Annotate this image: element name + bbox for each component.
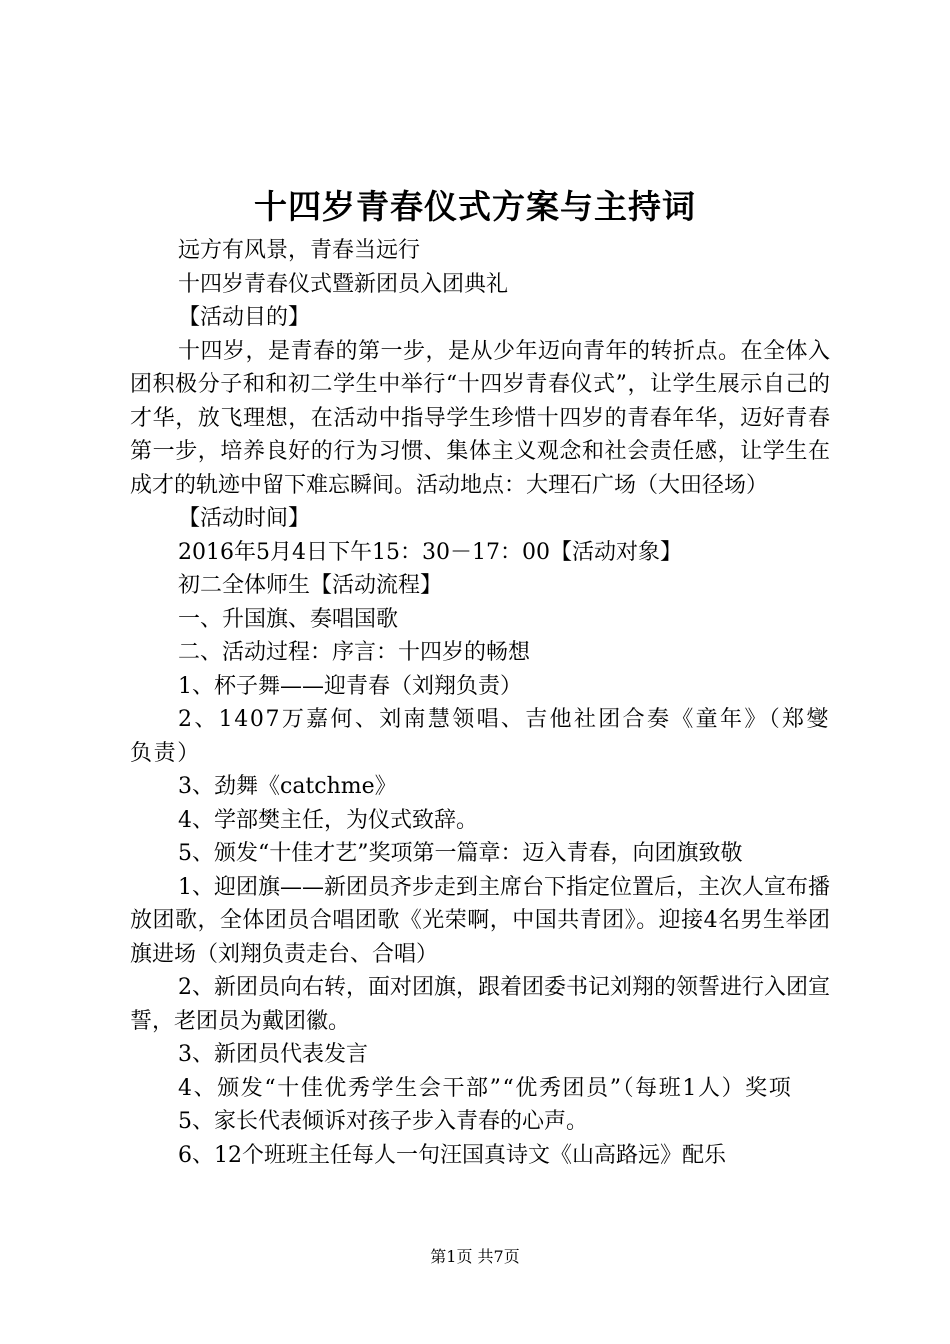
list-item: 1、迎团旗——新团员齐步走到主席台下指定位置后，主次人宣布播放团歌，全体团员合唱团歌《光荣啊，中国共青团》。迎接4名男生举团旗进场（刘翔负责走台、合唱） [130,874,830,967]
paragraph-slogan: 远方有风景，青春当远行 [178,238,421,263]
list-item: 1、杯子舞——迎青春（刘翔负责） [178,673,522,699]
section-heading-time: 【活动时间】 [178,506,311,531]
list-item: 5、颁发“十佳才艺”奖项第一篇章：迈入青春，向团旗致敬 [178,841,743,866]
paragraph-purpose: 十四岁，是青春的第一步，是从少年迈向青年的转折点。在全体入团积极分子和和初二学生中举行“十四岁青春仪式”，让学生展示自己的才华，放飞理想，在活动中指导学生珍惜十四岁的青春年华，迈好青春第一步，培养良好的行为习惯、集体主义观念和社会责任感，让学生在成才的轨迹中留下难忘瞬间。活动地点：大理石广场（大田径场） [130,338,830,498]
list-item: 3、劲舞《catchme》 [178,774,397,799]
page-footer: 第1页 共7页 [430,1247,520,1266]
list-item: 3、新团员代表发言 [178,1042,368,1067]
list-item: 2、1407万嘉何、刘南慧领唱、吉他社团合奏《童年》（郑燮负责） [130,707,830,766]
list-item: 4、颁发“十佳优秀学生会干部”“优秀团员”（每班1人）奖项 [178,1075,793,1101]
paragraph-audience: 初二全体师生【活动流程】 [178,573,443,598]
list-item: 二、活动过程：序言：十四岁的畅想 [178,640,531,665]
list-item: 5、家长代表倾诉对孩子步入青春的心声。 [178,1109,588,1134]
document-title: 十四岁青春仪式方案与主持词 [254,187,696,226]
list-item: 一、升国旗、奏唱国歌 [178,606,399,632]
list-item: 4、学部樊主任，为仪式致辞。 [178,807,478,833]
paragraph-subtitle: 十四岁青春仪式暨新团员入团典礼 [178,271,509,297]
list-item: 6、12个班班主任每人一句汪国真诗文《山高路远》配乐 [178,1142,726,1168]
paragraph-time: 2016年5月4日下午15：30－17：00【活动对象】 [178,539,682,565]
document-body [130,234,830,1172]
list-item: 2、新团员向右转，面对团旗，跟着团委书记刘翔的领誓进行入团宣誓，老团员为戴团徽。 [130,975,830,1034]
section-heading-purpose: 【活动目的】 [178,305,311,330]
